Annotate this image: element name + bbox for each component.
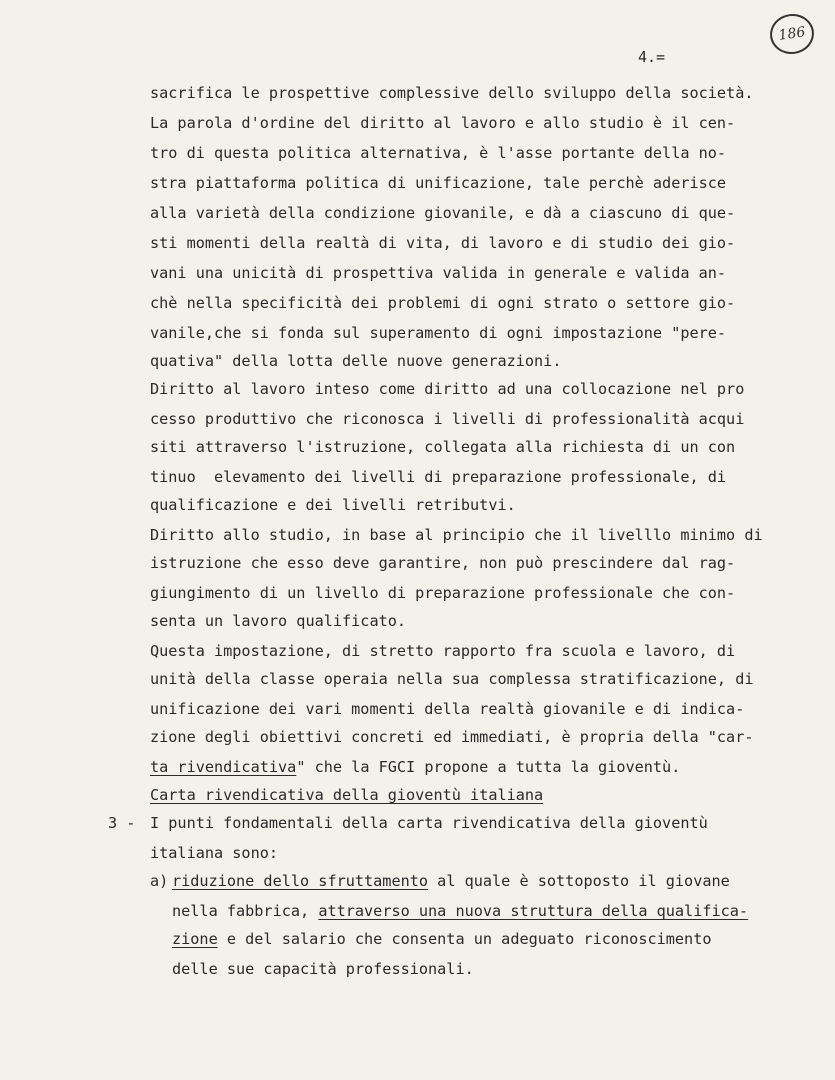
- text-line: chè nella specificità dei problemi di ogni strato o settore gio-: [150, 294, 736, 312]
- underlined-phrase: riduzione dello sfruttamento: [172, 872, 429, 890]
- text-line: [172, 872, 730, 890]
- text-span: " che la FGCI propone a tutta la gioventù.: [296, 758, 681, 776]
- underlined-phrase: zione: [172, 930, 218, 948]
- text-line: cesso produttivo che riconosca i livelli di professionalità acqui: [150, 410, 745, 428]
- section-heading: Carta rivendicativa della gioventù italiana: [150, 786, 544, 804]
- text-line: La parola d'ordine del diritto al lavoro e allo studio è il cen-: [150, 114, 736, 132]
- text-line: [172, 902, 748, 920]
- text-line: qualificazione e dei livelli retributvi.: [150, 496, 516, 514]
- list-item-label: a): [150, 872, 169, 890]
- text-line: sti momenti della realtà di vita, di lavoro e di studio dei gio-: [150, 234, 736, 252]
- text-span: nella fabbrica,: [172, 902, 319, 920]
- text-line: istruzione che esso deve garantire, non può prescindere dal rag-: [150, 554, 736, 572]
- text-line: italiana sono:: [150, 844, 279, 862]
- archive-stamp: 186: [767, 11, 816, 57]
- text-line: siti attraverso l'istruzione, collegata alla richiesta di un con: [150, 438, 736, 456]
- text-line: zione degli obiettivi concreti ed immediati, è propria della "car-: [150, 728, 754, 746]
- underlined-phrase: attraverso una nuova struttura della qualifica-: [318, 902, 749, 920]
- page-number: 4.=: [638, 48, 666, 66]
- text-line: sacrifica le prospettive complessive dello sviluppo della società.: [150, 84, 754, 102]
- text-line: giungimento di un livello di preparazione professionale che con-: [150, 584, 736, 602]
- text-line: Questa impostazione, di stretto rapporto fra scuola e lavoro, di: [150, 642, 736, 660]
- text-span: e del salario che consenta un adeguato riconoscimento: [217, 930, 712, 948]
- text-line: Diritto al lavoro inteso come diritto ad una collocazione nel pro: [150, 380, 745, 398]
- text-line: [172, 930, 711, 948]
- text-line: Diritto allo studio, in base al principio che il livelllo minimo di: [150, 526, 763, 544]
- underlined-phrase: ta rivendicativa: [150, 758, 297, 776]
- text-line: quativa" della lotta delle nuove generazioni.: [150, 352, 562, 370]
- point-number: 3 -: [108, 814, 136, 832]
- text-line: unificazione dei vari momenti della realtà giovanile e di indica-: [150, 700, 745, 718]
- text-line: delle sue capacità professionali.: [172, 960, 474, 978]
- text-line: alla varietà della condizione giovanile, e dà a ciascuno di que-: [150, 204, 736, 222]
- text-line: [150, 758, 680, 776]
- text-line: unità della classe operaia nella sua complessa stratificazione, di: [150, 670, 754, 688]
- text-line: tinuo elevamento dei livelli di preparazione professionale, di: [150, 468, 727, 486]
- text-line: vanile,che si fonda sul superamento di ogni impostazione "pere-: [150, 324, 727, 342]
- text-line: I punti fondamentali della carta rivendicativa della gioventù: [150, 814, 708, 832]
- text-line: stra piattaforma politica di unificazione, tale perchè aderisce: [150, 174, 727, 192]
- text-line: tro di questa politica alternativa, è l'asse portante della no-: [150, 144, 727, 162]
- text-span: al quale è sottoposto il giovane: [428, 872, 730, 890]
- text-line: senta un lavoro qualificato.: [150, 612, 407, 630]
- text-line: vani una unicità di prospettiva valida in generale e valida an-: [150, 264, 727, 282]
